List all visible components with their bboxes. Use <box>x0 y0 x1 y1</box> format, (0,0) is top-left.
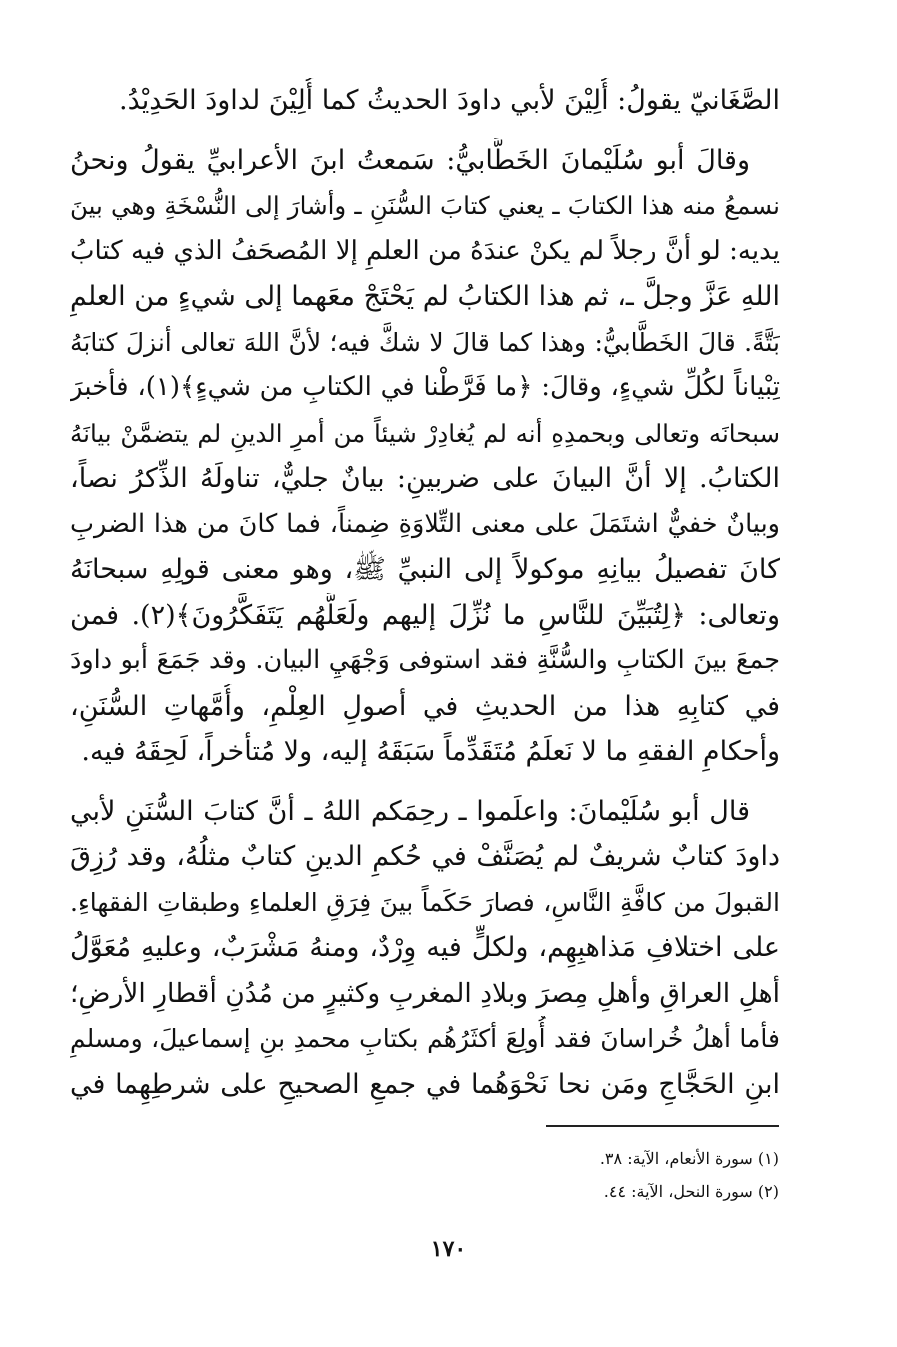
text-line: جمعَ بينَ الكتابِ والسُّنَّةِ فقد استوفى وَجْهَيِ البيان. وقد جَمَعَ أبو داودَ <box>70 645 780 675</box>
text-line: داودَ كتابٌ شريفٌ لم يُصَنَّفْ في حُكمِ الدينِ كتابٌ مثلُهُ، وقد رُزِقَ <box>70 841 780 872</box>
text-line: في كتابِهِ هذا من الحديثِ في أصولِ العِلْمِ، وأُمَّهاتِ السُّنَنِ، <box>70 690 780 722</box>
text-line: قال أبو سُلَيْمانَ: واعلَموا ـ رحِمَكم اللهُ ـ أنَّ كتابَ السُّنَنِ لأبي <box>70 795 750 827</box>
text-line: الصَّغَانيّ يقولُ: أُلِيْنَ لأبي داودَ الحديثُ كما أُلِيْنَ لداودَ الحَدِيْدُ. <box>119 85 780 116</box>
paragraph-abu-sulayman <box>70 789 780 1108</box>
text-line: نسمعُ منه هذا الكتابَ ـ يعني كتابَ السُّنَنِ ـ وأشارَ إلى النُّسْخَةِ وهي بينَ <box>70 191 780 220</box>
text-line: تِبْياناً لكُلِّ شيءٍ، وقالَ: ﴿ما فَرَّطْنا في الكتابِ من شيءٍ﴾(١)، فأخبرَ <box>70 372 780 402</box>
text-line: أهلِ العراقِ وأهلِ مِصرَ وبلادِ المغربِ وكثيرٍ من مُدُنِ أقطارِ الأرضِ؛ <box>70 977 780 1009</box>
text-line: بَتَّةً. قالَ الخَطَّابيُّ: وهذا كما قالَ لا شكَّ فيه؛ لأنَّ اللهَ تعالى أنزلَ كتابَهُ <box>70 327 780 357</box>
text-line: القبولَ من كافَّةِ النَّاسِ، فصارَ حَكَماً بينَ فِرَقِ العلماءِ وطبقاتِ الفقهاءِ. <box>70 887 780 917</box>
text-line: اللهِ عَزَّ وجلَّ ـ، ثم هذا الكتابُ لم يَحْتَجْ معَهما إلى شيءٍ من العلمِ <box>70 281 780 312</box>
text-line: وأحكامِ الفقهِ ما لا نَعلَمُ مُتَقَدِّماً سَبَقَهُ إليه، ولا مُتأخراً، لَحِقَهُ فيه. <box>81 736 780 767</box>
text-line: على اختلافِ مَذاهبِهِم، ولكلٍّ فيه وِرْدٌ، ومنهُ مَشْرَبٌ، وعليهِ مُعَوَّلُ <box>70 932 780 963</box>
text-line: فأما أهلُ خُراسانَ فقد أُولِعَ أكثَرُهُم بكتابِ محمدِ بنِ إسماعيلَ، ومسلمِ <box>70 1024 780 1053</box>
text-line: وقالَ أبو سُلَيْمانَ الخَطَّابيُّ: سَمعتُ ابنَ الأعرابيِّ يقولُ ونحنُ <box>70 144 750 176</box>
text-line: يديه: لو أنَّ رجلاً لم يكنْ عندَهُ من العلمِ إلا المُصحَفُ الذي فيه كتابُ <box>70 235 780 266</box>
footnotes <box>279 1142 779 1208</box>
text-line: الكتابُ. إلا أنَّ البيانَ على ضربينِ: بيانٌ جليٌّ، تناولَهُ الذِّكرُ نصاً، <box>70 463 780 494</box>
footnote-2: (٢) سورة النحل، الآية: ٤٤. <box>603 1182 779 1201</box>
text-line: كانَ تفصيلُ بيانِهِ موكولاً إلى النبيِّ ﷺ، وهو معنى قولِهِ سبحانَهُ <box>70 554 780 585</box>
footnote-divider <box>546 1125 779 1127</box>
footnote-1: (١) سورة الأنعام، الآية: ٣٨. <box>599 1149 779 1168</box>
paragraph-khattabi <box>70 138 780 775</box>
text-line: ابنِ الحَجَّاجِ ومَن نحا نَحْوَهُما في جمعِ الصحيحِ على شرطِهِما في <box>70 1068 780 1100</box>
paragraph-opening <box>70 78 780 124</box>
text-line: سبحانَه وتعالى وبحمدِهِ أنه لم يُغادِرْ شيئاً من أمرِ الدينِ لم يتضمَّنْ بيانَهُ <box>70 418 780 448</box>
page-number: ١٧٠ <box>430 1236 467 1262</box>
text-line: وبيانٌ خفيٌّ اشتَمَلَ على معنى التِّلاوَةِ ضِمناً، فما كانَ من هذا الضربِ <box>70 508 780 539</box>
text-line: وتعالى: ﴿لِتُبَيِّنَ للنَّاسِ ما نُزِّلَ إليهم ولَعَلَّهُم يَتَفَكَّرُونَ﴾(٢). فمن <box>70 599 780 631</box>
book-page-body <box>70 78 780 1107</box>
